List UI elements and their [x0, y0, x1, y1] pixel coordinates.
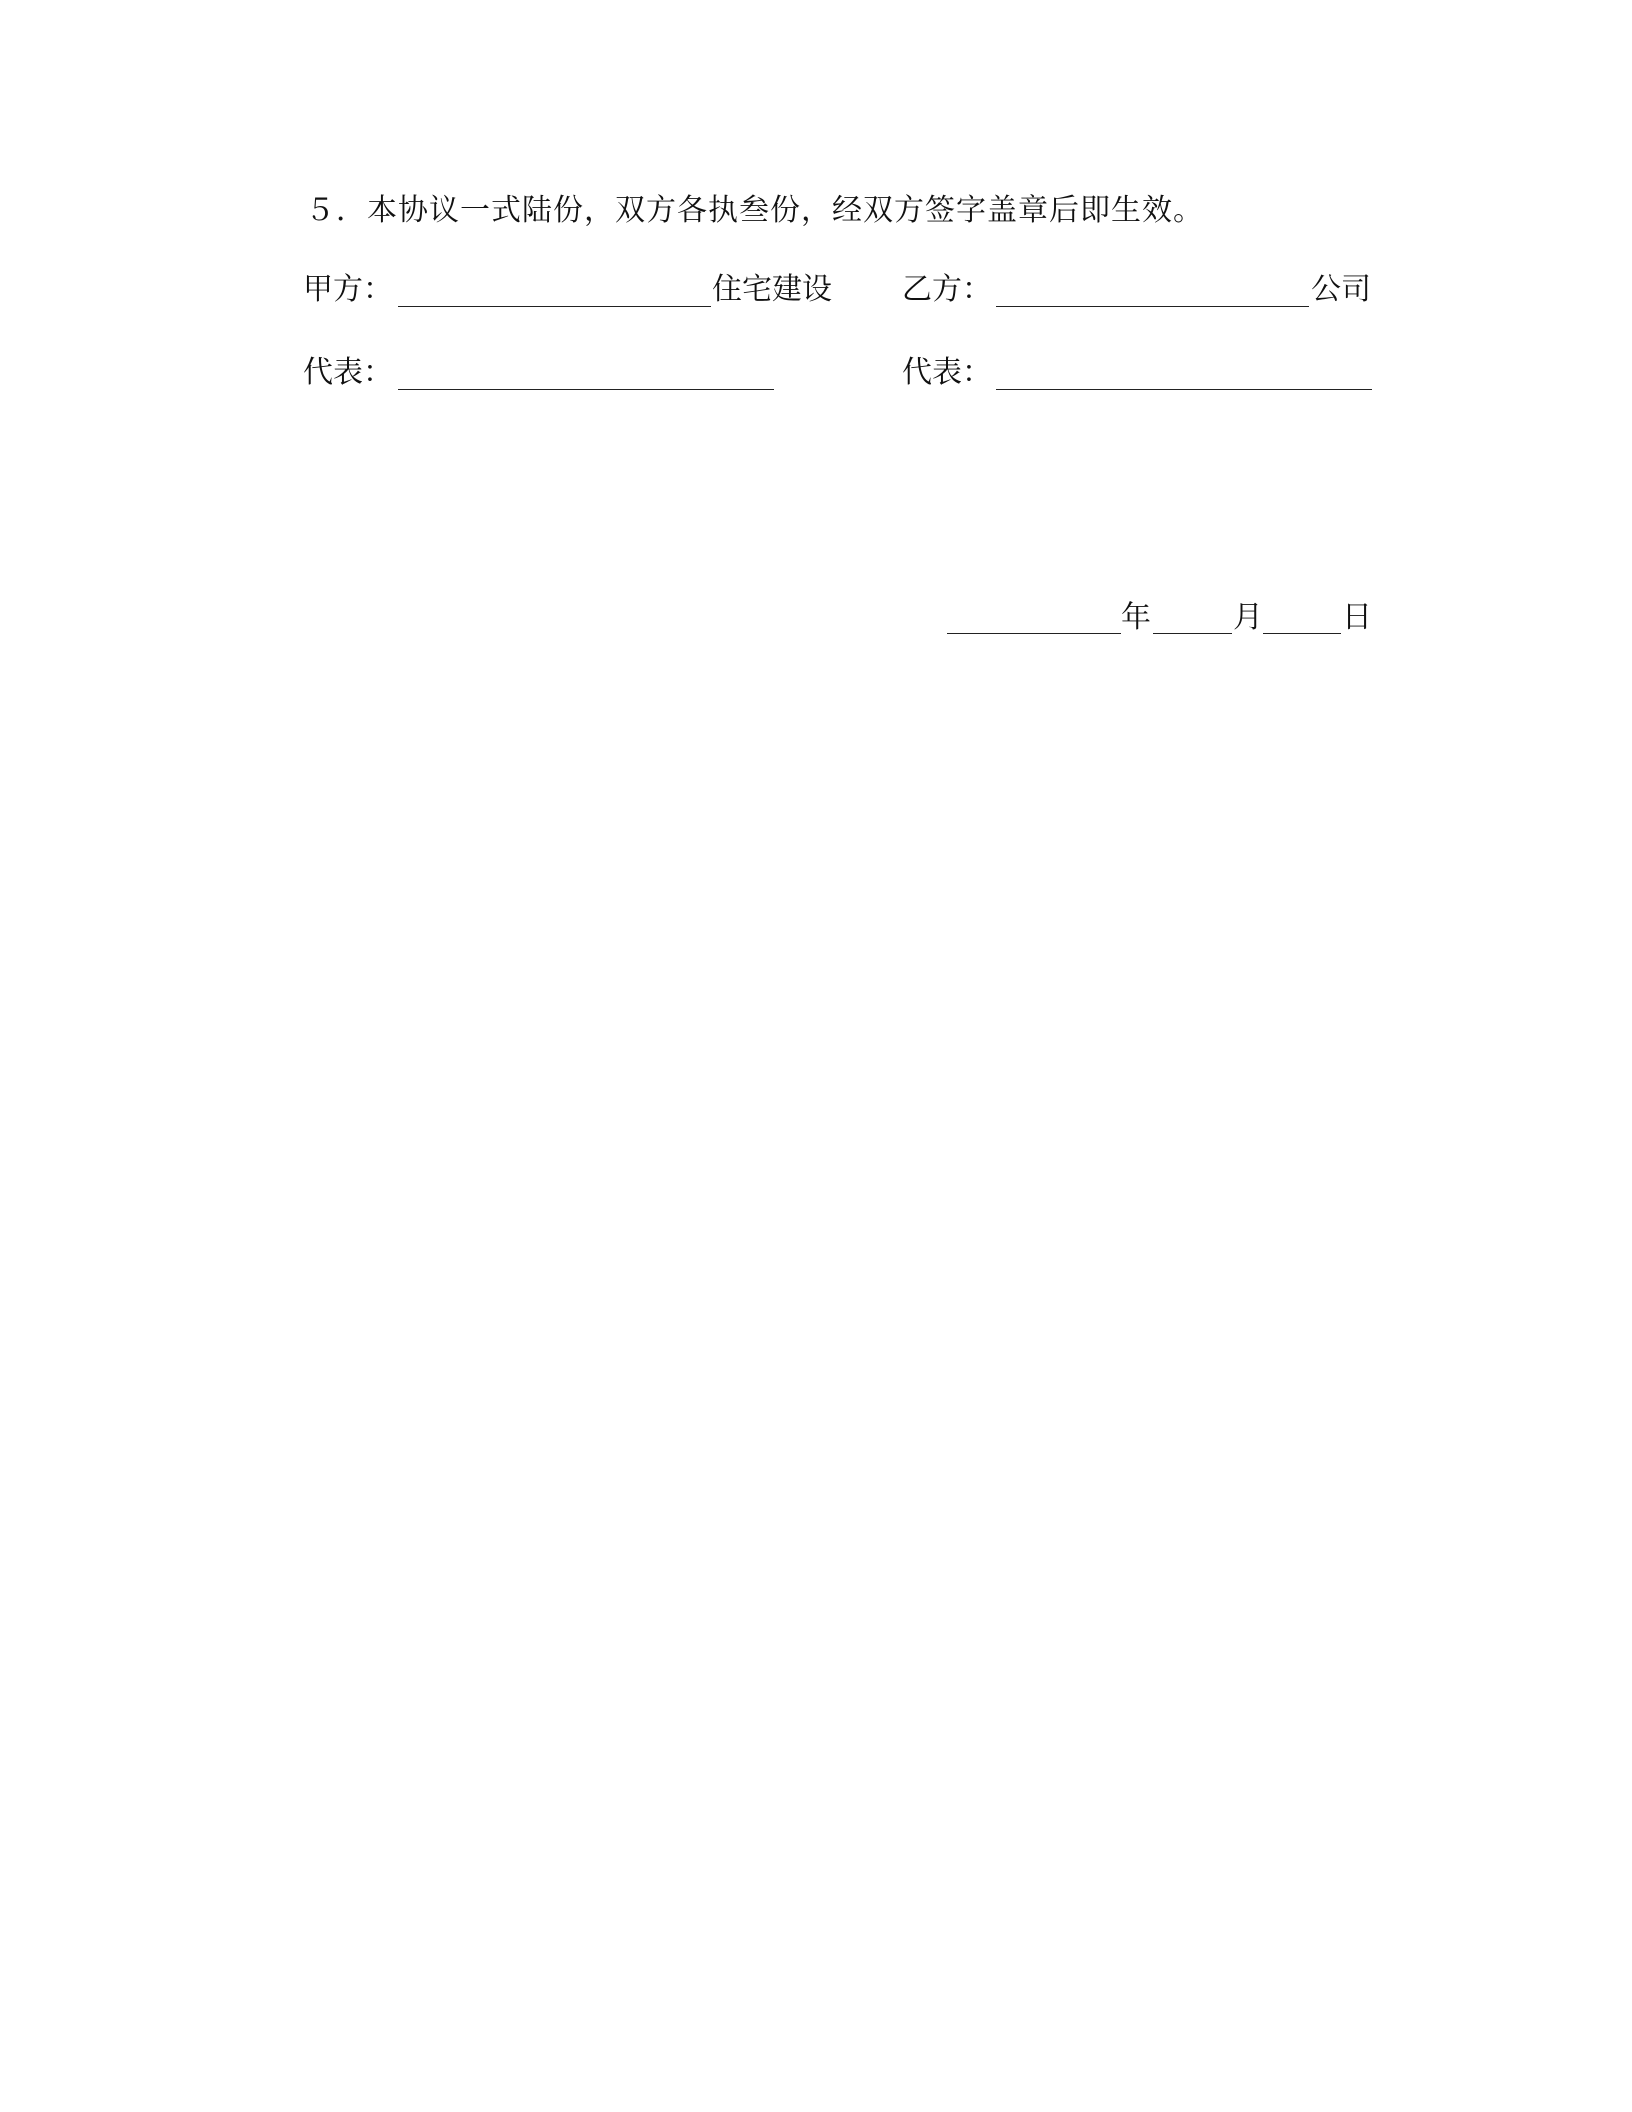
rep-b-label: 代表： — [902, 355, 992, 390]
rep-b-signature-blank[interactable] — [996, 389, 1372, 390]
party-b-suffix: 公司 — [1311, 272, 1371, 307]
party-a-suffix: 住宅建设 — [712, 272, 832, 307]
rep-a-signature-blank[interactable] — [398, 389, 774, 390]
date-day-label: 日 — [1342, 600, 1372, 635]
clause-5 — [305, 193, 1204, 229]
party-a-label: 甲方： — [303, 272, 393, 307]
date-month-blank[interactable] — [1153, 633, 1232, 634]
date-month-label: 月 — [1233, 600, 1263, 635]
date-day-blank[interactable] — [1263, 633, 1341, 634]
clause-text: 本协议一式陆份，双方各执叁份，经双方签字盖章后即生效。 — [367, 193, 1204, 228]
party-a-name-blank[interactable] — [398, 306, 711, 307]
clause-number: ５． — [305, 193, 367, 228]
rep-a-label: 代表： — [303, 355, 393, 390]
party-b-name-blank[interactable] — [996, 306, 1309, 307]
date-year-label: 年 — [1121, 600, 1151, 635]
party-b-label: 乙方： — [902, 272, 992, 307]
date-year-blank[interactable] — [947, 633, 1121, 634]
